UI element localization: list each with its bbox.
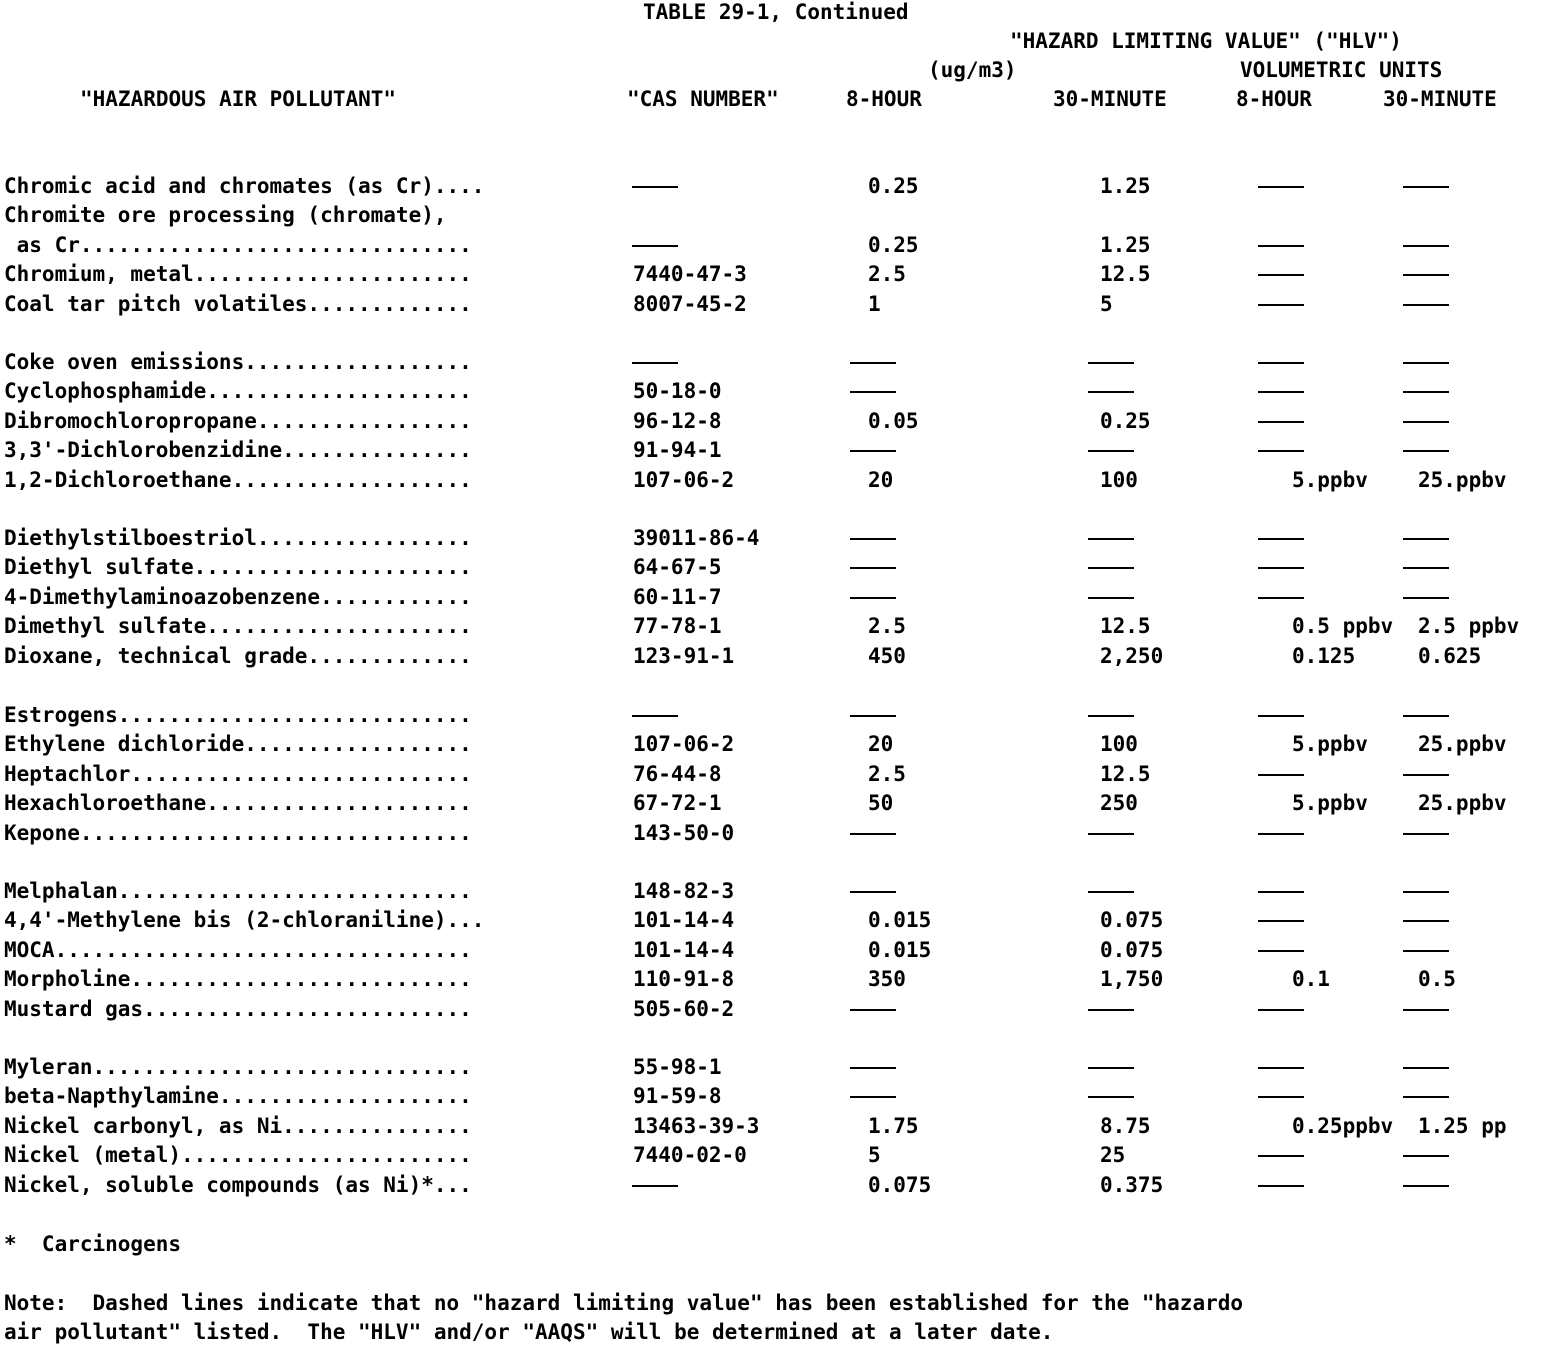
hlv-vol-30minute: 0.625 xyxy=(1418,643,1482,668)
pollutant-name: Coal tar pitch volatiles............. xyxy=(4,291,472,316)
pollutant-name: Dibromochloropropane................. xyxy=(4,408,472,433)
cas-number: 7440-02-0 xyxy=(633,1143,747,1168)
pollutant-name: as Cr............................... xyxy=(4,232,472,257)
cas-number: 123-91-1 xyxy=(633,643,735,668)
hlv-ug-30minute: 5 xyxy=(1100,291,1113,316)
pollutant-name: Melphalan............................ xyxy=(4,879,472,903)
note-line-1: Note: Dashed lines indicate that no "hazard limiting value" has been established for the "hazardo xyxy=(4,1291,1244,1315)
hlv-vol-8hour: 0.5 ppbv xyxy=(1292,614,1394,639)
hlv-ug-8hour-dash xyxy=(850,538,896,540)
cas-number: 101-14-4 xyxy=(633,908,735,933)
hlv-ug-8hour: 0.075 xyxy=(868,1172,932,1197)
hlv-vol-30minute: 2.5 ppbv xyxy=(1418,614,1520,639)
pollutant-name: 4,4'-Methylene bis (2-chloraniline)... xyxy=(4,908,485,933)
hlv-vol-8hour-dash xyxy=(1258,186,1304,188)
pollutant-name: Nickel, soluble compounds (as Ni)*... xyxy=(4,1172,472,1197)
cas-number: 143-50-0 xyxy=(633,820,735,845)
cas-number: 60-11-7 xyxy=(633,584,722,609)
hlv-vol-8hour: 5.ppbv xyxy=(1292,732,1368,757)
hlv-vol-8hour: 0.25ppbv xyxy=(1292,1113,1394,1138)
cas-number: 67-72-1 xyxy=(633,791,722,816)
hlv-ug-30minute: 100 xyxy=(1100,467,1138,492)
cas-number-dash xyxy=(632,186,678,188)
pollutant-name: 3,3'-Dichlorobenzidine............... xyxy=(4,438,472,463)
pollutant-name: Myleran.............................. xyxy=(4,1055,472,1079)
units-header: (ug/m3) xyxy=(928,58,1017,82)
carcinogens-footnote: * Carcinogens xyxy=(4,1232,182,1256)
hlv-ug-8hour: 1 xyxy=(868,291,881,316)
hlv-ug-8hour: 20 xyxy=(868,467,894,492)
hlv-vol-30minute-dash xyxy=(1403,950,1449,952)
hlv-ug-8hour: 20 xyxy=(868,732,894,757)
hlv-ug-8hour: 2.5 xyxy=(868,262,906,287)
hlv-vol-8hour-dash xyxy=(1258,920,1304,922)
pollutant-name: Kepone............................... xyxy=(4,820,472,845)
pollutant-name: Morpholine........................... xyxy=(4,967,472,992)
cas-number: 91-59-8 xyxy=(633,1084,722,1109)
hlv-vol-30minute-dash xyxy=(1403,715,1449,717)
hlv-vol-30minute-dash xyxy=(1403,304,1449,306)
pollutant-name: beta-Napthylamine.................... xyxy=(4,1084,472,1109)
cas-number: 55-98-1 xyxy=(633,1055,722,1079)
cas-number: 91-94-1 xyxy=(633,438,722,463)
pollutant-name: Mustard gas.......................... xyxy=(4,996,472,1021)
hlv-vol-30minute-dash xyxy=(1403,1096,1449,1098)
hlv-ug-30minute: 0.075 xyxy=(1100,937,1164,962)
hlv-vol-8hour-dash xyxy=(1258,538,1304,540)
cas-column-header: "CAS NUMBER" xyxy=(627,87,779,111)
hlv-ug-8hour: 50 xyxy=(868,791,894,816)
hlv-ug-30minute: 1,750 xyxy=(1100,967,1164,992)
ug-8hour-column-header: 8-HOUR xyxy=(846,87,922,111)
hlv-ug-8hour-dash xyxy=(850,1009,896,1011)
hlv-ug-30minute: 25 xyxy=(1100,1143,1126,1168)
pollutant-name: Dimethyl sulfate..................... xyxy=(4,614,472,639)
hlv-ug-30minute: 12.5 xyxy=(1100,614,1151,639)
hlv-vol-30minute-dash xyxy=(1403,1009,1449,1011)
hlv-ug-30minute-dash xyxy=(1088,567,1134,569)
cas-number: 77-78-1 xyxy=(633,614,722,639)
hlv-vol-8hour-dash xyxy=(1258,833,1304,835)
pollutant-name: Estrogens............................ xyxy=(4,703,472,727)
pollutant-column-header: "HAZARDOUS AIR POLLUTANT" xyxy=(80,87,397,111)
hlv-vol-30minute-dash xyxy=(1403,538,1449,540)
hlv-vol-8hour: 5.ppbv xyxy=(1292,791,1368,816)
hlv-vol-30minute-dash xyxy=(1403,1185,1449,1187)
table-title: TABLE 29-1, Continued xyxy=(643,0,909,24)
hlv-ug-30minute: 100 xyxy=(1100,732,1138,757)
hlv-vol-30minute-dash xyxy=(1403,891,1449,893)
pollutant-name: Ethylene dichloride.................. xyxy=(4,732,472,757)
hlv-vol-8hour-dash xyxy=(1258,597,1304,599)
hlv-ug-8hour: 5 xyxy=(868,1143,881,1168)
pollutant-name: Dioxane, technical grade............. xyxy=(4,643,472,668)
cas-number-dash xyxy=(632,715,678,717)
pollutant-name: Chromium, metal...................... xyxy=(4,262,472,287)
hlv-vol-8hour-dash xyxy=(1258,450,1304,452)
hlv-vol-30minute-dash xyxy=(1403,597,1449,599)
hlv-ug-30minute: 0.375 xyxy=(1100,1172,1164,1197)
hlv-ug-30minute-dash xyxy=(1088,1067,1134,1069)
cas-number-dash xyxy=(632,1185,678,1187)
pollutant-name: Coke oven emissions.................. xyxy=(4,350,472,374)
hlv-vol-30minute-dash xyxy=(1403,833,1449,835)
cas-number: 96-12-8 xyxy=(633,408,722,433)
pollutant-name: Cyclophosphamide..................... xyxy=(4,379,472,404)
hlv-vol-8hour-dash xyxy=(1258,715,1304,717)
hlv-vol-30minute-dash xyxy=(1403,450,1449,452)
hlv-vol-8hour-dash xyxy=(1258,421,1304,423)
hlv-vol-30minute: 25.ppbv xyxy=(1418,732,1507,757)
hlv-vol-30minute: 1.25 pp xyxy=(1418,1113,1507,1138)
cas-number: 8007-45-2 xyxy=(633,291,747,316)
pollutant-name: Diethyl sulfate...................... xyxy=(4,555,472,580)
cas-number: 107-06-2 xyxy=(633,467,735,492)
hlv-ug-8hour-dash xyxy=(850,891,896,893)
cas-number: 101-14-4 xyxy=(633,937,735,962)
hlv-vol-30minute-dash xyxy=(1403,567,1449,569)
hlv-vol-30minute: 25.ppbv xyxy=(1418,467,1507,492)
hlv-ug-8hour: 0.015 xyxy=(868,937,932,962)
hlv-ug-8hour-dash xyxy=(850,567,896,569)
vol-8hour-column-header: 8-HOUR xyxy=(1236,87,1312,111)
hlv-ug-8hour: 2.5 xyxy=(868,761,906,786)
pollutant-name: Hexachloroethane..................... xyxy=(4,791,472,816)
hlv-vol-8hour-dash xyxy=(1258,774,1304,776)
hlv-ug-8hour-dash xyxy=(850,1067,896,1069)
hlv-vol-30minute-dash xyxy=(1403,362,1449,364)
cas-number: 107-06-2 xyxy=(633,732,735,757)
hlv-ug-30minute-dash xyxy=(1088,891,1134,893)
hlv-ug-30minute: 2,250 xyxy=(1100,643,1164,668)
hlv-ug-8hour: 350 xyxy=(868,967,906,992)
cas-number: 7440-47-3 xyxy=(633,262,747,287)
pollutant-name: Heptachlor........................... xyxy=(4,761,472,786)
hlv-ug-30minute-dash xyxy=(1088,362,1134,364)
hlv-ug-30minute-dash xyxy=(1088,597,1134,599)
hlv-ug-8hour-dash xyxy=(850,833,896,835)
volumetric-units-header: VOLUMETRIC UNITS xyxy=(1240,58,1443,82)
cas-number: 50-18-0 xyxy=(633,379,722,404)
hlv-ug-30minute-dash xyxy=(1088,538,1134,540)
pollutant-name: MOCA................................. xyxy=(4,937,472,962)
hlv-vol-30minute-dash xyxy=(1403,1067,1449,1069)
hlv-vol-8hour-dash xyxy=(1258,950,1304,952)
pollutant-name: 4-Dimethylaminoazobenzene............ xyxy=(4,584,472,609)
pollutant-name: 1,2-Dichloroethane................... xyxy=(4,467,472,492)
pollutant-name: Nickel (metal)....................... xyxy=(4,1143,472,1168)
hlv-vol-8hour-dash xyxy=(1258,1067,1304,1069)
hlv-vol-30minute-dash xyxy=(1403,274,1449,276)
hlv-vol-30minute-dash xyxy=(1403,391,1449,393)
hlv-vol-8hour-dash xyxy=(1258,1155,1304,1157)
hlv-ug-8hour: 1.75 xyxy=(868,1113,919,1138)
hlv-vol-8hour-dash xyxy=(1258,245,1304,247)
hlv-vol-30minute: 0.5 xyxy=(1418,967,1456,992)
cas-number: 110-91-8 xyxy=(633,967,735,992)
hlv-ug-30minute: 8.75 xyxy=(1100,1113,1151,1138)
hlv-vol-30minute-dash xyxy=(1403,774,1449,776)
hlv-ug-8hour-dash xyxy=(850,597,896,599)
pollutant-name: Nickel carbonyl, as Ni............... xyxy=(4,1113,472,1138)
hlv-vol-8hour-dash xyxy=(1258,304,1304,306)
pollutant-name: Chromite ore processing (chromate), xyxy=(4,203,447,228)
ug-30minute-column-header: 30-MINUTE xyxy=(1053,87,1167,111)
cas-number: 64-67-5 xyxy=(633,555,722,580)
hlv-group-header: "HAZARD LIMITING VALUE" ("HLV") xyxy=(1010,29,1402,53)
hlv-ug-30minute: 1.25 xyxy=(1100,174,1151,198)
hlv-vol-8hour: 5.ppbv xyxy=(1292,467,1368,492)
cas-number-dash xyxy=(632,362,678,364)
hlv-ug-8hour-dash xyxy=(850,391,896,393)
hlv-ug-30minute-dash xyxy=(1088,450,1134,452)
pollutant-name: Diethylstilboestriol................. xyxy=(4,526,472,550)
cas-number: 13463-39-3 xyxy=(633,1113,760,1138)
hlv-vol-30minute-dash xyxy=(1403,186,1449,188)
hlv-ug-30minute: 12.5 xyxy=(1100,761,1151,786)
vol-30minute-column-header: 30-MINUTE xyxy=(1383,87,1497,111)
hlv-ug-30minute: 0.25 xyxy=(1100,408,1151,433)
hlv-vol-30minute: 25.ppbv xyxy=(1418,791,1507,816)
hlv-ug-8hour: 0.015 xyxy=(868,908,932,933)
hlv-vol-8hour: 0.1 xyxy=(1292,967,1330,992)
hlv-ug-30minute-dash xyxy=(1088,391,1134,393)
hlv-vol-8hour-dash xyxy=(1258,1009,1304,1011)
cas-number-dash xyxy=(632,245,678,247)
hlv-vol-30minute-dash xyxy=(1403,1155,1449,1157)
hlv-vol-8hour-dash xyxy=(1258,1185,1304,1187)
cas-number: 76-44-8 xyxy=(633,761,722,786)
hlv-vol-8hour-dash xyxy=(1258,891,1304,893)
cas-number: 39011-86-4 xyxy=(633,526,760,550)
hlv-vol-8hour-dash xyxy=(1258,567,1304,569)
hlv-vol-8hour-dash xyxy=(1258,362,1304,364)
hlv-ug-8hour: 0.25 xyxy=(868,174,919,198)
cas-number: 505-60-2 xyxy=(633,996,735,1021)
pollutant-name: Chromic acid and chromates (as Cr).... xyxy=(4,174,485,198)
hlv-ug-30minute: 1.25 xyxy=(1100,232,1151,257)
hlv-vol-8hour-dash xyxy=(1258,274,1304,276)
hlv-ug-30minute-dash xyxy=(1088,833,1134,835)
hlv-ug-30minute-dash xyxy=(1088,1009,1134,1011)
hlv-ug-8hour: 450 xyxy=(868,643,906,668)
hlv-vol-8hour-dash xyxy=(1258,391,1304,393)
cas-number: 148-82-3 xyxy=(633,879,735,903)
note-line-2: air pollutant" listed. The "HLV" and/or "AAQS" will be determined at a later date. xyxy=(4,1320,1054,1344)
hlv-ug-8hour-dash xyxy=(850,1096,896,1098)
hlv-ug-8hour-dash xyxy=(850,715,896,717)
hlv-vol-30minute-dash xyxy=(1403,421,1449,423)
hlv-vol-8hour-dash xyxy=(1258,1096,1304,1098)
hlv-ug-30minute: 250 xyxy=(1100,791,1138,816)
hlv-ug-8hour-dash xyxy=(850,450,896,452)
hlv-ug-8hour: 2.5 xyxy=(868,614,906,639)
hlv-ug-30minute-dash xyxy=(1088,715,1134,717)
hlv-ug-30minute: 12.5 xyxy=(1100,262,1151,287)
hlv-vol-30minute-dash xyxy=(1403,920,1449,922)
hlv-ug-30minute-dash xyxy=(1088,1096,1134,1098)
hlv-ug-8hour: 0.05 xyxy=(868,408,919,433)
hlv-vol-30minute-dash xyxy=(1403,245,1449,247)
hlv-ug-30minute: 0.075 xyxy=(1100,908,1164,933)
hlv-ug-8hour-dash xyxy=(850,362,896,364)
hlv-ug-8hour: 0.25 xyxy=(868,232,919,257)
hlv-vol-8hour: 0.125 xyxy=(1292,643,1356,668)
